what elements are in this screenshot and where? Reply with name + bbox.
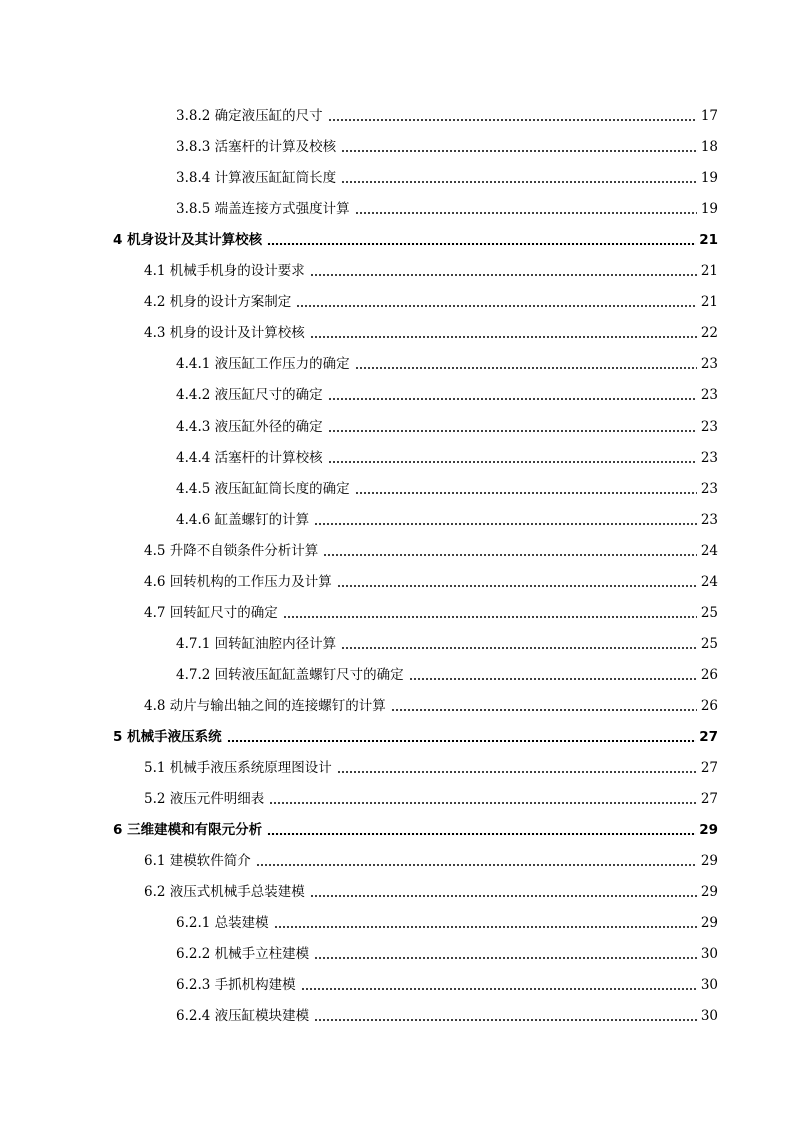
toc-dot-leader [323, 554, 697, 556]
toc-entry[interactable] [113, 818, 718, 842]
toc-dot-leader [314, 1019, 697, 1021]
toc-entry-title: 3.8.2 确定液压缸的尺寸 [176, 108, 323, 124]
toc-entry[interactable] [176, 135, 718, 159]
toc-entry-title: 4.5 升降不自锁条件分析计算 [144, 542, 319, 559]
toc-entry[interactable] [176, 663, 718, 687]
toc-entry-title: 6.2.3 手抓机构建模 [176, 977, 296, 994]
toc-entry-title: 4.4.5 液压缸缸筒长度的确定 [176, 480, 350, 497]
toc-entry-title: 5.1 机械手液压系统原理图设计 [144, 760, 332, 777]
toc-entry-title: 6 三维建模和有限元分析 [113, 822, 263, 839]
toc-entry[interactable] [176, 477, 718, 501]
toc-entry[interactable] [176, 973, 718, 997]
toc-entry[interactable] [144, 321, 718, 345]
toc-dot-leader [328, 398, 697, 400]
toc-entry[interactable] [176, 352, 718, 376]
toc-entry[interactable] [176, 104, 718, 128]
toc-page-number: 29 [700, 853, 718, 870]
toc-dot-leader [283, 616, 697, 618]
toc-dot-leader [267, 833, 696, 835]
toc-page-number: 26 [700, 666, 718, 683]
toc-page-number: 23 [700, 449, 718, 466]
toc-entry[interactable] [144, 259, 718, 283]
toc-entry-title: 5 机械手液压系统 [113, 729, 222, 745]
toc-entry[interactable] [144, 849, 718, 873]
toc-page-number: 23 [700, 387, 718, 404]
toc-page-number: 23 [700, 418, 718, 435]
toc-page-number: 18 [700, 139, 718, 156]
toc-page-number: 29 [700, 884, 718, 901]
toc-page-number: 23 [700, 511, 718, 528]
toc-entry[interactable] [144, 290, 718, 314]
toc-dot-leader [310, 895, 697, 897]
toc-dot-leader [391, 709, 697, 711]
toc-page-number: 21 [699, 232, 718, 249]
toc-page-number: 27 [700, 791, 718, 808]
toc-dot-leader [337, 585, 697, 587]
toc-entry[interactable] [176, 166, 718, 190]
toc-page-number: 24 [700, 573, 718, 590]
toc-entry-title: 4.4.6 缸盖螺钉的计算 [176, 511, 310, 528]
toc-entry-title: 4.1 机械手机身的设计要求 [144, 263, 305, 280]
toc-entry[interactable] [176, 632, 718, 656]
toc-page-number: 27 [700, 760, 718, 777]
toc-page-number: 19 [700, 170, 718, 187]
toc-page-number: 30 [700, 977, 718, 994]
toc-dot-leader [296, 305, 697, 307]
toc-dot-leader [256, 864, 697, 866]
toc-page-number: 21 [700, 263, 718, 280]
toc-dot-leader [227, 740, 697, 742]
toc-entry[interactable] [144, 880, 718, 904]
toc-entry[interactable] [144, 787, 718, 811]
toc-entry[interactable] [176, 383, 718, 407]
toc-entry[interactable] [144, 539, 718, 563]
toc-entry[interactable] [176, 911, 718, 935]
toc-dot-leader [355, 212, 697, 214]
toc-entry[interactable] [113, 725, 718, 749]
toc-entry[interactable] [144, 601, 718, 625]
toc-page-number: 23 [700, 480, 718, 497]
toc-dot-leader [267, 243, 696, 245]
toc-dot-leader [274, 926, 697, 928]
toc-entry[interactable] [144, 694, 718, 718]
toc-dot-leader [355, 492, 697, 494]
toc-entry[interactable] [176, 508, 718, 532]
toc-entry-title: 5.2 液压元件明细表 [144, 791, 265, 808]
toc-entry-title: 4.7.2 回转液压缸缸盖螺钉尺寸的确定 [176, 666, 404, 683]
toc-dot-leader [341, 181, 697, 183]
toc-dot-leader [301, 988, 697, 990]
toc-dot-leader [409, 678, 697, 680]
toc-dot-leader [341, 150, 697, 152]
toc-entry[interactable] [144, 756, 718, 780]
toc-entry-title: 4.7 回转缸尺寸的确定 [144, 604, 278, 621]
toc-entry-title: 4.2 机身的设计方案制定 [144, 294, 292, 311]
toc-entry[interactable] [176, 942, 718, 966]
toc-page-number: 25 [700, 604, 718, 621]
toc-page-number: 24 [700, 542, 718, 559]
toc-entry-title: 4.4.1 液压缸工作压力的确定 [176, 356, 350, 373]
toc-dot-leader [355, 367, 697, 369]
toc-entry-title: 6.2.2 机械手立柱建模 [176, 946, 310, 963]
toc-entry-title: 6.2.4 液压缸模块建模 [176, 1008, 310, 1025]
toc-entry-title: 4 机身设计及其计算校核 [113, 232, 263, 249]
toc-entry[interactable] [176, 446, 718, 470]
toc-page-number: 29 [700, 915, 718, 932]
toc-page-number: 25 [700, 635, 718, 652]
toc-dot-leader [328, 461, 697, 463]
toc-dot-leader [310, 274, 697, 276]
toc-entry-title: 4.3 机身的设计及计算校核 [144, 325, 305, 342]
toc-entry-title: 4.4.2 液压缸尺寸的确定 [176, 387, 323, 404]
toc-entry[interactable] [176, 197, 718, 221]
toc-page-number: 30 [700, 946, 718, 963]
toc-entry-title: 6.1 建模软件简介 [144, 853, 251, 870]
toc-entry-title: 3.8.4 计算液压缸缸筒长度 [176, 170, 337, 187]
toc-dot-leader [328, 430, 697, 432]
toc-page-number: 29 [699, 822, 718, 839]
toc-dot-leader [314, 957, 697, 959]
toc-dot-leader [328, 119, 697, 121]
toc-entry-title: 4.6 回转机构的工作压力及计算 [144, 573, 332, 590]
toc-page-number: 22 [700, 325, 718, 342]
toc-entry[interactable] [113, 228, 718, 252]
toc-entry-title: 6.2.1 总装建模 [176, 915, 269, 932]
toc-page-number: 23 [700, 356, 718, 373]
toc-dot-leader [337, 771, 697, 773]
toc-entry-title: 4.4.3 液压缸外径的确定 [176, 418, 323, 435]
toc-page-number: 19 [700, 201, 718, 218]
toc-dot-leader [314, 523, 697, 525]
toc-entry-title: 3.8.5 端盖连接方式强度计算 [176, 201, 350, 218]
toc-dot-leader [269, 802, 697, 804]
toc-entry[interactable] [176, 1004, 718, 1028]
toc-entry-title: 4.8 动片与输出轴之间的连接螺钉的计算 [144, 697, 386, 714]
toc-entry-title: 4.7.1 回转缸油腔内径计算 [176, 635, 337, 652]
toc-page-number: 21 [700, 294, 718, 311]
toc-page-number: 30 [700, 1008, 718, 1025]
toc-entry-title: 3.8.3 活塞杆的计算及校核 [176, 139, 337, 156]
toc-page-number: 26 [700, 697, 718, 714]
toc-entry[interactable] [176, 415, 718, 439]
toc-dot-leader [310, 336, 697, 338]
toc-entry[interactable] [144, 570, 718, 594]
toc-dot-leader [341, 647, 697, 649]
toc-page-number: 17 [700, 108, 718, 124]
toc-page-number: 27 [699, 729, 718, 745]
toc-entry-title: 6.2 液压式机械手总装建模 [144, 884, 305, 901]
toc-entry-title: 4.4.4 活塞杆的计算校核 [176, 449, 323, 466]
